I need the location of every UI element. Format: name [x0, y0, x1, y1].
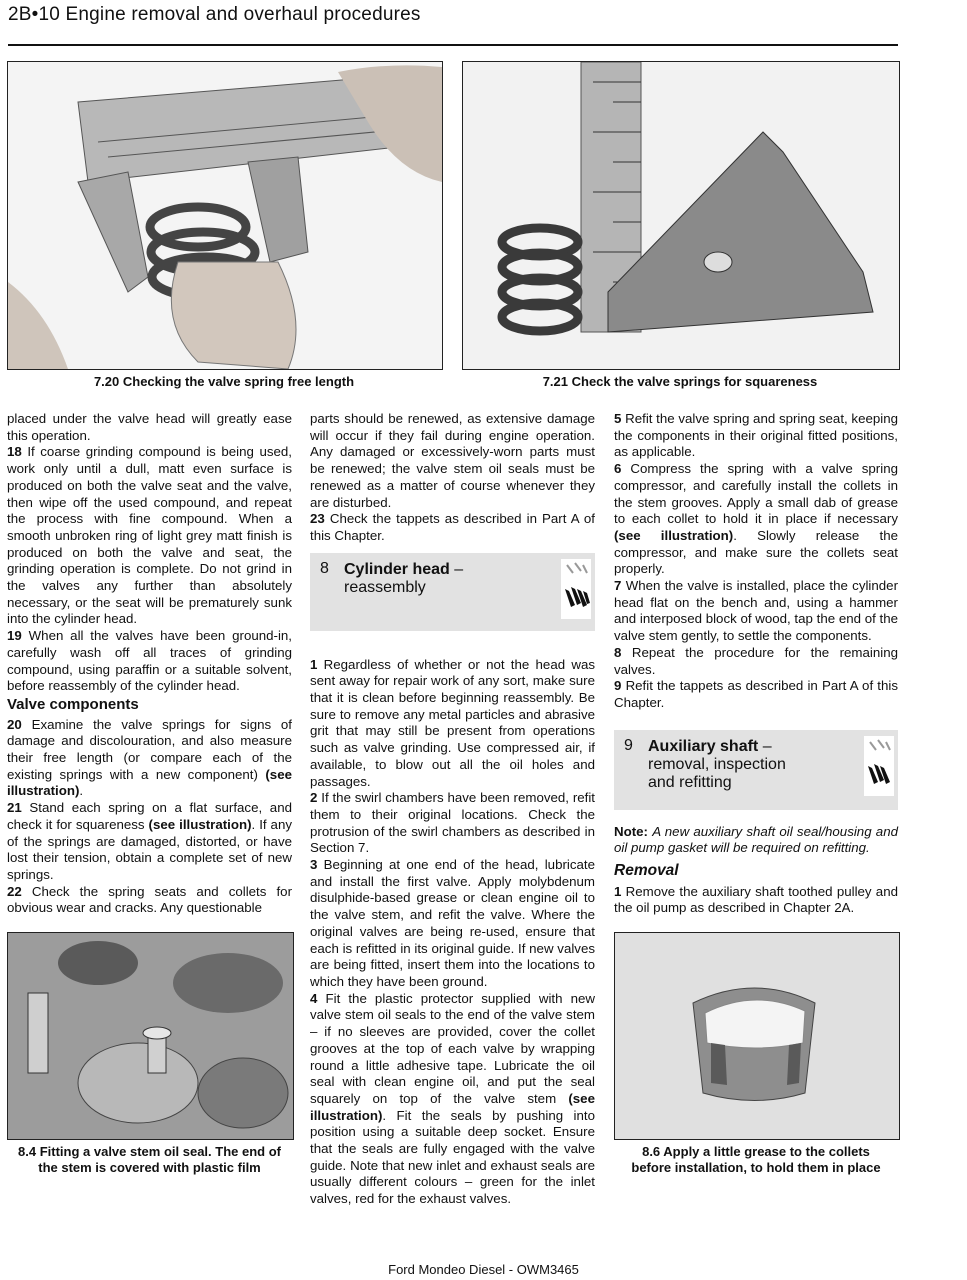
difficulty-spanners-icon: [561, 559, 591, 619]
step-number: 3: [310, 857, 318, 873]
paragraph-text: Repeat the procedure for the remaining valves.: [614, 644, 898, 677]
step-number: 7: [614, 578, 622, 594]
section-9-heading: [614, 730, 898, 810]
photo-valve-spring-squareness: [462, 61, 900, 370]
photo-grease-collets: [614, 932, 900, 1140]
section-title-main: Cylinder head: [344, 560, 450, 578]
paragraph-text: . Slowly release the compressor, and make sure the collets seat properly.: [614, 527, 898, 577]
caption-line-2: before installation, to hold them in place: [631, 1160, 881, 1175]
paragraph-text: Remove the auxiliary shaft toothed pulley and the oil pump as described in Chapter 2A.: [614, 883, 898, 916]
paragraph-text: Stand each spring on a flat surface, and check it for squareness: [7, 800, 292, 832]
see-illustration-ref: (see illustration): [148, 816, 252, 832]
see-illustration-ref: (see illustration): [310, 1090, 595, 1123]
header-rule: [8, 44, 898, 46]
paragraph-text: Check the spring seats and collets for obvious wear and cracks. Any questionable: [7, 883, 292, 916]
step-number: 21: [7, 800, 22, 816]
figure-caption-8-6: [614, 1144, 898, 1176]
difficulty-spanners-icon: [864, 736, 894, 796]
paragraph-21: [7, 800, 292, 884]
step-number: 6: [614, 461, 622, 477]
column-3: [614, 411, 898, 917]
figure-caption-8-4: [7, 1144, 292, 1176]
step-number: 23: [310, 511, 325, 527]
subheading-valve-components: Valve components: [7, 695, 139, 713]
step-number: 22: [7, 883, 22, 899]
paragraph-8-4: [310, 991, 595, 1208]
paragraph-text: . Fit the seals by pushing into position using a suitable deep socket. Ensure that the seals are fully engaged with the valve guide. Note that new inlet and exhaust seals are usually different colours – green for the inlet valves, red for the exhaust valves.: [310, 1107, 595, 1207]
note: [614, 824, 898, 857]
paragraph-text: Examine the valve springs for signs of damage and discolouration, and also measure their free length (or compare each of the existing springs with a new component): [7, 716, 292, 782]
note-label: Note:: [614, 823, 648, 839]
photo-fitting-valve-stem-oil-seal: [7, 932, 294, 1140]
paragraph-text: . If any of the springs are damaged, distorted, or have lost their tension, obtain a complete set of new springs.: [7, 816, 292, 882]
paragraph-8-7: [614, 578, 898, 645]
section-title-dash: –: [449, 560, 464, 578]
paragraph-8-5: [614, 411, 898, 461]
paragraph-8-3: [310, 857, 595, 991]
paragraph-text: Regardless of whether or not the head was sent away for repair work of any sort, make sure that it is clean before beginning reassembly. Be sure to remove any metal particles and abrasive grit that may still be present from operations such as valve grinding. Use compressed air, if available, to blow out all the oil holes and passages.: [310, 656, 596, 789]
paragraph-19: [7, 628, 292, 695]
paragraph-text: Refit the tappets as described in Part A of this Chapter.: [614, 678, 898, 710]
section-8-heading: [310, 553, 595, 631]
paragraph-23: [310, 511, 595, 544]
caption-line-1: 8.4 Fitting a valve stem oil seal. The end of: [18, 1144, 281, 1159]
section-title-main: Auxiliary shaft: [648, 737, 759, 755]
paragraph-text: Beginning at one end of the head, lubricate and install the first valve. Apply molybdenum disulphide-based grease or clean engine oil to the valve stem, and refit the valve. Where the original valves are being re-used, ensure that each is refitted in its original guide. If new valves are being fitted, insert them into the locations to which they have been ground.: [310, 857, 595, 989]
paragraph-20: [7, 717, 292, 801]
page-header: 2B•10 Engine removal and overhaul procedures: [8, 4, 421, 25]
subheading-removal: Removal: [614, 862, 679, 880]
paragraph-8-2: [310, 790, 595, 857]
caption-line-1: 8.6 Apply a little grease to the collets: [642, 1144, 870, 1159]
step-number: 20: [7, 716, 22, 732]
paragraph-text: When all the valves have been ground-in, carefully wash off all traces of grinding compound, using paraffin or a suitable solvent, before reassembly of the cylinder head.: [7, 628, 293, 694]
section-title-sub: reassembly: [344, 578, 426, 596]
section-title-dash: –: [758, 737, 772, 755]
step-number: 19: [7, 628, 22, 644]
step-number: 4: [310, 990, 318, 1006]
step-number: 1: [310, 656, 318, 672]
caption-line-2: the stem is covered with plastic film: [38, 1160, 261, 1175]
figure-caption-7-20: 7.20 Checking the valve spring free length: [93, 374, 355, 389]
paragraph-22: [7, 884, 292, 917]
paragraph-text: When the valve is installed, place the cylinder head flat on the bench and, using a hammer and interposed block of wood, tap the end of the valve stem gently, to settle the components.: [614, 578, 899, 644]
paragraph-text: If the swirl chambers have been removed, refit them to their original locations. Check the protrusion of the swirl chambers as described in Section 7.: [310, 790, 595, 856]
paragraph-text: Check the tappets as described in Part A of this Chapter.: [310, 511, 595, 543]
paragraph-22-cont: parts should be renewed, as extensive damage will occur if they fail during engine operation. Any damaged or excessively-worn parts must be renewed; the valve stem oil seals must be renewed as a matter of course whenever they are disturbed.: [310, 411, 595, 510]
see-illustration-ref: (see illustration): [7, 766, 292, 799]
step-number: 8: [614, 644, 622, 660]
column-1: [7, 411, 292, 917]
step-number: 18: [7, 444, 22, 460]
column-2: [310, 411, 595, 1208]
paragraph-text: Fit the plastic protector supplied with new valve stem oil seals to the end of the valve stem – if no sleeves are provided, cover the collet grooves at the top of each valve by wrapping round a little adhesive tape. Lubricate the oil seal with clean engine oil, and put the seal squarely on top of the valve stem: [310, 990, 595, 1106]
paragraph-8-6: [614, 461, 898, 578]
step-number: 5: [614, 411, 622, 426]
paragraph-8-9: [614, 678, 898, 711]
section-title-sub: removal, inspection: [648, 755, 786, 773]
figure-caption-7-21: 7.21 Check the valve springs for squareness: [542, 374, 818, 389]
photo-valve-spring-free-length: [7, 61, 443, 370]
section-number: 9: [624, 736, 633, 754]
paragraph-text: If coarse grinding compound is being used, work only until a dull, matt even surface is produced on both the valve seat and the valve, then wipe off the used compound, and repeat the process with fine compound. When a smooth unbroken ring of light grey matt finish is produced on both the valve and seat, the grinding operation is complete. Do not grind in the valves any further than absolutely necessary, or the seat will be prematurely sunk into the cylinder head.: [7, 444, 292, 627]
step-number: 2: [310, 790, 318, 806]
paragraph-9-1: [614, 884, 898, 917]
paragraph-8-8: [614, 645, 898, 678]
paragraph-text: Compress the spring with a valve spring compressor, and carefully install the collets in the stem grooves. Apply a small dab of grease to each collet to hold it in place if necessary: [614, 461, 898, 527]
step-number: 1: [614, 883, 622, 899]
paragraph-text: Refit the valve spring and spring seat, keeping the components in their original fitted positions, as applicable.: [614, 411, 898, 460]
step-number: 9: [614, 678, 622, 694]
paragraph-8-1: [310, 657, 595, 791]
punctuation: .: [79, 783, 84, 799]
see-illustration-ref: (see illustration): [614, 527, 734, 543]
paragraph-17-cont: placed under the valve head will greatly ease this operation.: [7, 411, 292, 443]
note-text: A new auxiliary shaft oil seal/housing and oil pump gasket will be required on refitting.: [614, 823, 898, 856]
section-title: [344, 561, 463, 597]
section-title: [648, 738, 786, 792]
section-title-sub: and refitting: [648, 773, 732, 791]
paragraph-18: [7, 444, 292, 628]
page-footer: Ford Mondeo Diesel - OWM3465: [388, 1262, 579, 1277]
section-number: 8: [320, 559, 329, 577]
